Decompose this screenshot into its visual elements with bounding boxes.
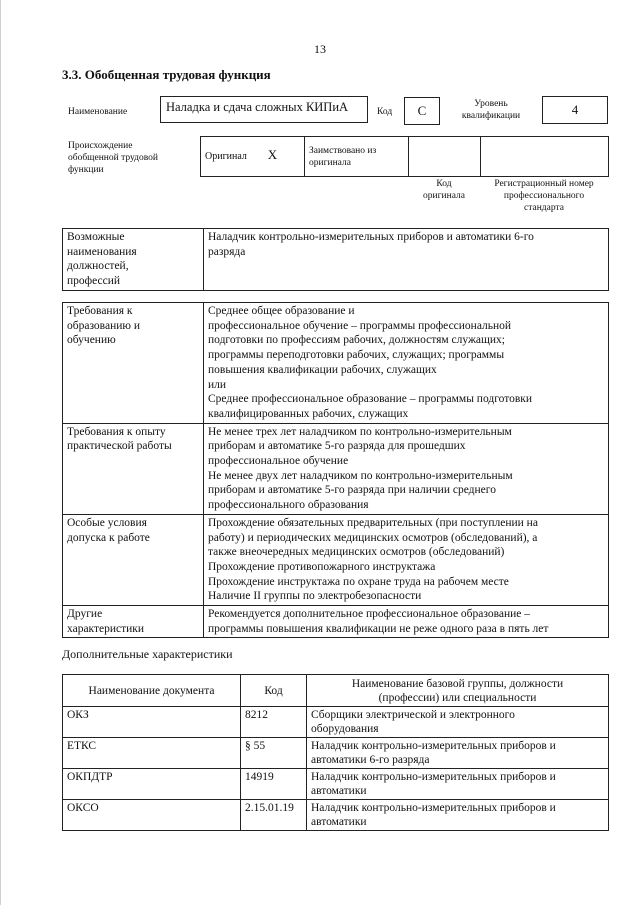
header-doc: Наименование документа [63,675,241,707]
requirement-value-line: Рекомендуется дополнительное профессиональное образование – [208,608,531,621]
level-value: 4 [571,102,579,117]
level-label-line: Уровень [474,99,508,109]
requirement-value-line: профессиональное обучение – программы профессиональной [208,319,512,332]
positions-table [62,228,609,291]
borrowed-label-line: Заимствовано из [309,145,377,156]
requirement-label-line: Другие [67,608,103,621]
origin-label-line: Происхождение [68,141,133,151]
positions-label-line: профессий [67,275,121,288]
requirement-row-admission [63,514,609,605]
additional-title: Дополнительные характеристики [62,647,233,661]
requirement-value-line: профессионального образования [208,499,369,512]
header-name-line: (профессии) или специальности [378,691,537,704]
section-title: 3.3. Обобщенная трудовая функция [62,67,271,82]
additional-table [62,674,609,831]
orig-code-cell [409,137,481,177]
requirement-value-line: или [208,378,227,391]
row-doc: ЕТКС [63,738,241,769]
level-value-box [542,96,608,124]
requirement-value-line: Среднее общее образование и [208,305,355,317]
requirement-value-line: программы переподготовки рабочих, служащих; программы [208,349,505,362]
requirement-label-line: Требования к опыту [67,425,166,438]
row-name [307,800,609,831]
original-mark: X [267,147,278,163]
requirement-value-line: Наличие II группы по электробезопасности [208,590,422,603]
reg-number-caption-line: профессионального [503,191,585,201]
level-label [450,98,532,122]
requirement-value [204,606,609,638]
row-code: 14919 [241,769,307,800]
origin-label [68,140,158,176]
requirement-row-other [63,606,609,638]
row-name [307,738,609,769]
reg-number-caption [480,178,608,214]
table-row [63,800,609,831]
requirement-value-line: Не менее трех лет наладчиком по контрольно-измерительным [208,425,512,438]
header-code: Код [241,675,307,707]
requirement-value-line: повышения квалификации рабочих, служащих [208,363,437,376]
row-code: § 55 [241,738,307,769]
requirement-value-line: программы повышения квалификации не реже одного раза в пять лет [208,622,549,635]
requirement-value-line: Прохождение инструктажа по охране труда на рабочем месте [208,575,509,588]
name-value-box [160,96,368,123]
positions-label-line: наименования [67,245,137,258]
additional-header-row [63,675,609,707]
requirement-value [204,423,609,514]
code-value-box [404,97,440,125]
row-name-line: автоматики [311,816,367,828]
row-name-line: Наладчик контрольно-измерительных приборов и [311,740,556,752]
requirement-label [63,423,204,514]
code-value: C [417,103,427,118]
code-label: Код [377,107,393,117]
row-name-line: Наладчик контрольно-измерительных приборов и [311,802,556,814]
requirement-value-line: Прохождение обязательных предварительных (при поступлении на [208,516,538,529]
reg-number-cell [481,137,609,177]
row-doc: ОКСО [63,800,241,831]
original-cell [201,137,305,177]
requirement-value-line: Среднее профессиональное образование – программы подготовки [208,393,533,406]
borrowed-label-line: оригинала [309,157,351,168]
orig-code-caption-line: оригинала [423,191,465,201]
row-name-line: Наладчик контрольно-измерительных приборов и [311,771,556,783]
requirements-table [62,302,609,638]
row-code: 2.15.01.19 [241,800,307,831]
table-row [63,738,609,769]
name-value: Наладка и сдача сложных КИПиА [166,100,349,114]
table-row [63,769,609,800]
reg-number-caption-line: стандарта [524,203,564,213]
row-code: 8212 [241,707,307,738]
requirement-label-line: характеристики [67,622,145,635]
positions-value-line: разряда [208,245,246,258]
row-name-line: оборудования [311,723,379,735]
orig-code-caption [410,178,478,202]
row-name-line: Сборщики электрической и электронного [311,709,515,721]
requirement-value-line: приборам и автоматике 5-го разряда для прошедших [208,440,466,453]
row-doc: ОКЗ [63,707,241,738]
positions-label-line: Возможные [67,231,125,243]
header-name-line: Наименование базовой группы, должности [351,677,564,690]
positions-label [63,229,204,291]
requirement-value-line: также внеочередных медицинских осмотров (обследований) [208,546,505,559]
requirement-label [63,514,204,605]
page-edge [0,0,1,905]
row-doc: ОКПДТР [63,769,241,800]
level-label-line: квалификации [461,111,521,121]
requirement-label [63,303,204,424]
orig-code-caption-line: Код [436,179,452,189]
row-name [307,769,609,800]
positions-label-line: должностей, [67,260,129,273]
requirement-value-line: работу) и периодических медицинских осмотров (обследований), а [208,531,538,544]
requirement-label-line: обучению [67,334,116,347]
reg-number-caption-line: Регистрационный номер [494,179,594,189]
header-name [307,675,609,707]
requirement-value-line: приборам и автоматике 5-го разряда при наличии среднего [208,484,496,497]
requirement-row-experience [63,423,609,514]
page-number: 13 [314,42,326,56]
requirement-value [204,303,609,424]
positions-value-line: Наладчик контрольно-измерительных приборов и автоматики 6-го [208,231,534,243]
requirement-label-line: Особые условия [67,516,147,529]
original-label: Оригинал [205,151,247,163]
requirement-label [63,606,204,638]
requirement-value [204,514,609,605]
requirement-value-line: профессиональное обучение [208,455,349,468]
origin-label-line: обобщенной трудовой [68,153,158,163]
requirement-value-line: Не менее двух лет наладчиком по контрольно-измерительным [208,469,513,482]
row-name-line: автоматики 6-го разряда [311,754,430,766]
requirement-label-line: образованию и [67,319,140,332]
origin-table [200,136,609,177]
requirement-value-line: квалифицированных рабочих, служащих [208,407,409,420]
requirement-label-line: допуска к работе [67,531,150,544]
row-name-line: автоматики [311,785,367,797]
origin-label-line: функции [68,165,104,175]
requirement-value-line: подготовки по профессиям рабочих, должностям служащих; [208,334,505,347]
positions-value [204,229,609,291]
table-row [63,707,609,738]
row-name [307,707,609,738]
borrowed-cell [305,137,409,177]
name-label: Наименование [68,107,128,117]
requirement-label-line: Требования к [67,305,133,317]
requirement-row-education [63,303,609,424]
requirement-value-line: Прохождение противопожарного инструктажа [208,560,436,573]
requirement-label-line: практической работы [67,440,172,453]
